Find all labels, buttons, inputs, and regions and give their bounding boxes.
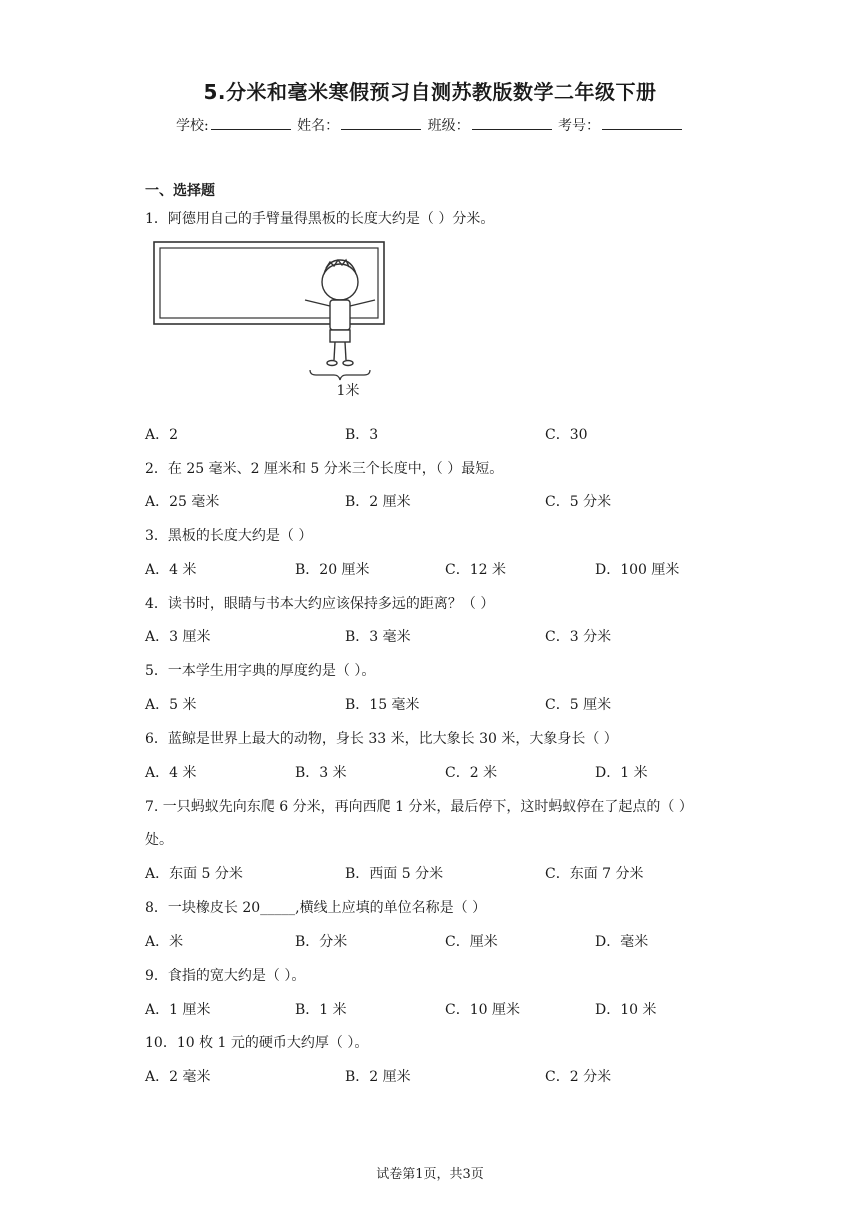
option[interactable]: A．东面 5 分米 (145, 866, 243, 882)
question-1: 1．阿德用自己的手臂量得黑板的长度大约是（ ）分米。 (145, 211, 495, 227)
blackboard-figure (150, 240, 390, 405)
option[interactable]: C．5 分米 (545, 494, 612, 510)
figure-label: 1米 (336, 383, 360, 399)
option[interactable]: A．米 (145, 934, 184, 950)
option[interactable]: C．5 厘米 (545, 697, 612, 713)
question-8: 8．一块橡皮长 20_____,横线上应填的单位名称是（ ） (145, 900, 487, 916)
option[interactable]: C．3 分米 (545, 629, 612, 645)
option[interactable]: C．2 分米 (545, 1069, 612, 1085)
option[interactable]: B．2 厘米 (345, 1069, 411, 1085)
option[interactable]: B．15 毫米 (345, 697, 420, 713)
question-9: 9．食指的宽大约是（ ）。 (145, 968, 306, 984)
school-label: 学校: (175, 118, 209, 134)
option[interactable]: D．毫米 (595, 934, 649, 950)
option[interactable]: D．100 厘米 (595, 562, 680, 578)
question-5: 5．一本学生用字典的厚度约是（ ）。 (145, 663, 376, 679)
option[interactable]: A．2 (145, 427, 179, 443)
option[interactable]: C．2 米 (445, 765, 498, 781)
option[interactable]: B．3 (345, 427, 379, 443)
page-footer: 试卷第1页，共3页 (376, 1167, 484, 1182)
school-blank[interactable] (211, 115, 291, 130)
option[interactable]: D．10 米 (595, 1002, 657, 1018)
option[interactable]: C．12 米 (445, 562, 506, 578)
section-heading: 一、选择题 (145, 183, 215, 199)
option[interactable]: C．10 厘米 (445, 1002, 520, 1018)
exam-no-label: 考号： (558, 118, 601, 134)
option[interactable]: A．4 米 (145, 765, 197, 781)
exam-no-blank[interactable] (602, 115, 682, 130)
option[interactable]: A．1 厘米 (145, 1002, 211, 1018)
name-blank[interactable] (341, 115, 421, 130)
question-7: 7. 一只蚂蚁先向东爬 6 分米，再向西爬 1 分米，最后停下，这时蚂蚁停在了起点的（ ） (145, 799, 693, 815)
question-2: 2．在 25 毫米、2 厘米和 5 分米三个长度中，（ ）最短。 (145, 461, 504, 477)
option[interactable]: D．1 米 (595, 765, 648, 781)
question-7-continued: 处。 (145, 832, 173, 848)
option[interactable]: C．30 (545, 427, 588, 443)
option[interactable]: B．分米 (295, 934, 348, 950)
option[interactable]: C．东面 7 分米 (545, 866, 644, 882)
measure-brace (310, 370, 370, 380)
option[interactable]: B．20 厘米 (295, 562, 370, 578)
class-label: 班级： (427, 118, 470, 134)
question-3: 3．黑板的长度大约是（ ） (145, 528, 313, 544)
option[interactable]: A．25 毫米 (145, 494, 220, 510)
class-blank[interactable] (472, 115, 552, 130)
option[interactable]: B．1 米 (295, 1002, 347, 1018)
page-title: 5.分米和毫米寒假预习自测苏教版数学二年级下册 (203, 80, 657, 104)
question-4: 4．读书时，眼睛与书本大约应该保持多远的距离？（ ） (145, 596, 495, 612)
option[interactable]: B．3 米 (295, 765, 347, 781)
question-6: 6．蓝鲸是世界上最大的动物，身长 33 米，比大象长 30 米，大象身长（ ） (145, 731, 618, 747)
option[interactable]: B．西面 5 分米 (345, 866, 444, 882)
option[interactable]: A．4 米 (145, 562, 197, 578)
option[interactable]: A．3 厘米 (145, 629, 211, 645)
option[interactable]: A．2 毫米 (145, 1069, 211, 1085)
student-info-line (0, 115, 860, 135)
option[interactable]: B．2 厘米 (345, 494, 411, 510)
name-label: 姓名： (297, 118, 340, 134)
option[interactable]: A．5 米 (145, 697, 197, 713)
option[interactable]: B．3 毫米 (345, 629, 411, 645)
question-10: 10．10 枚 1 元的硬币大约厚（ ）。 (145, 1035, 369, 1051)
child-icon (305, 260, 375, 366)
option[interactable]: C．厘米 (445, 934, 498, 950)
